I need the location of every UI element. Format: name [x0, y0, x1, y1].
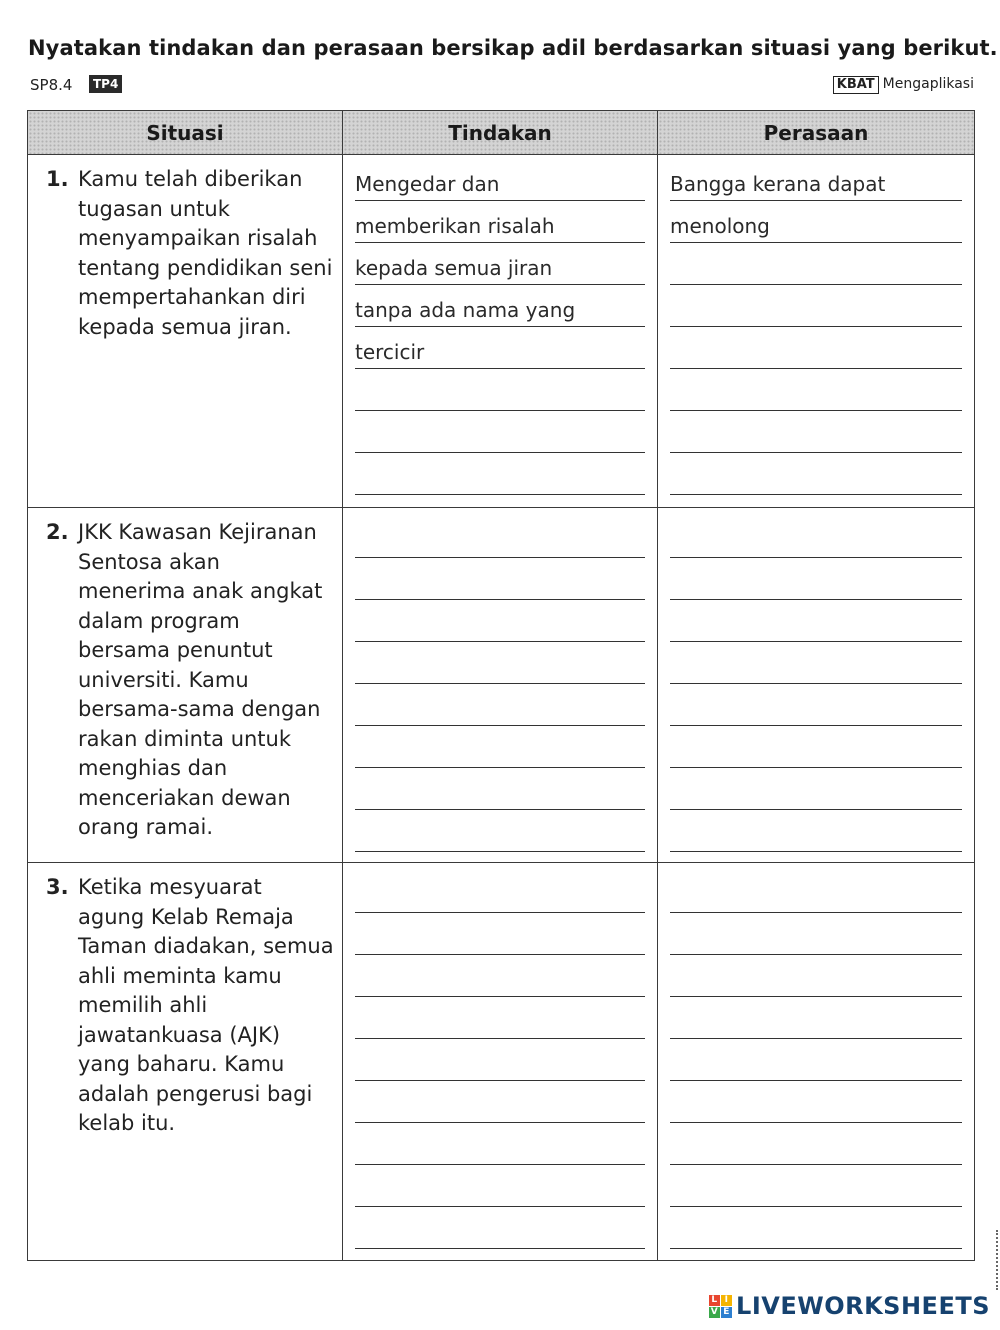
- tindakan-answer-lines: [343, 863, 657, 1249]
- perasaan-answer-line[interactable]: menolong: [670, 201, 962, 243]
- situation-number: 3.: [46, 875, 69, 899]
- header-perasaan: Perasaan: [658, 111, 975, 155]
- perasaan-answer-line[interactable]: [670, 955, 962, 997]
- tindakan-answer-line[interactable]: [355, 558, 645, 600]
- logo-square: L: [709, 1295, 720, 1306]
- tindakan-answer-line[interactable]: [355, 1207, 645, 1249]
- tindakan-answer-line[interactable]: [355, 871, 645, 913]
- perasaan-answer-line[interactable]: Bangga kerana dapat: [670, 159, 962, 201]
- tindakan-answer-line[interactable]: [355, 913, 645, 955]
- tindakan-answer-line[interactable]: [355, 600, 645, 642]
- perasaan-answer-line[interactable]: [670, 327, 962, 369]
- perasaan-answer-lines: [658, 155, 974, 495]
- perasaan-answer-lines: [658, 508, 974, 852]
- table-row: [28, 508, 975, 863]
- tindakan-answer-line[interactable]: [355, 1039, 645, 1081]
- situation-text: Kamu telah diberikan tugasan untuk menyampaikan risalah tentang pendidikan seni mempertahankan diri kepada semua jiran.: [78, 167, 333, 339]
- perasaan-answer-lines: [658, 863, 974, 1249]
- table-header-row: [28, 111, 975, 155]
- perasaan-answer-line[interactable]: [670, 600, 962, 642]
- tindakan-answer-line[interactable]: [355, 1081, 645, 1123]
- tindakan-answer-line[interactable]: [355, 726, 645, 768]
- tindakan-answer-line[interactable]: [355, 453, 645, 495]
- logo-text: LIVEWORKSHEETS: [736, 1292, 990, 1320]
- situation-cell: [28, 863, 343, 1261]
- tindakan-answer-line[interactable]: [355, 642, 645, 684]
- tindakan-answer-lines: [343, 508, 657, 852]
- perasaan-answer-line[interactable]: [670, 285, 962, 327]
- tindakan-answer-line[interactable]: [355, 768, 645, 810]
- tindakan-answer-line[interactable]: [355, 1123, 645, 1165]
- perasaan-answer-line[interactable]: [670, 369, 962, 411]
- perasaan-answer-line[interactable]: [670, 1039, 962, 1081]
- tindakan-answer-line[interactable]: [355, 1165, 645, 1207]
- tindakan-answer-line[interactable]: [355, 684, 645, 726]
- perasaan-answer-line[interactable]: [670, 558, 962, 600]
- header-situasi: Situasi: [28, 111, 343, 155]
- perasaan-answer-line[interactable]: [670, 913, 962, 955]
- tindakan-answer-line[interactable]: [355, 955, 645, 997]
- perasaan-cell: [658, 863, 975, 1261]
- situation-block: [28, 863, 342, 1139]
- tindakan-answer-line[interactable]: Mengedar dan: [355, 159, 645, 201]
- perasaan-answer-line[interactable]: [670, 453, 962, 495]
- perasaan-answer-line[interactable]: [670, 411, 962, 453]
- perasaan-answer-line[interactable]: [670, 871, 962, 913]
- perasaan-answer-line[interactable]: [670, 768, 962, 810]
- tindakan-answer-line[interactable]: tercicir: [355, 327, 645, 369]
- perasaan-answer-line[interactable]: [670, 997, 962, 1039]
- perasaan-answer-line[interactable]: [670, 1081, 962, 1123]
- perasaan-answer-line[interactable]: [670, 684, 962, 726]
- perasaan-cell: [658, 508, 975, 863]
- tindakan-answer-line[interactable]: [355, 810, 645, 852]
- worksheet-table: [27, 110, 975, 1261]
- situation-cell: [28, 508, 343, 863]
- table-row: [28, 155, 975, 508]
- perasaan-answer-line[interactable]: [670, 1207, 962, 1249]
- page-edge-marks: [996, 1230, 998, 1290]
- situation-block: [28, 155, 342, 342]
- perasaan-answer-line[interactable]: [670, 726, 962, 768]
- kbat-badge: KBAT: [833, 76, 879, 94]
- situation-number: 1.: [46, 167, 69, 191]
- liveworksheets-logo: [709, 1292, 990, 1320]
- perasaan-answer-line[interactable]: [670, 642, 962, 684]
- situation-cell: [28, 155, 343, 508]
- logo-square: E: [721, 1307, 732, 1318]
- situation-block: [28, 508, 342, 843]
- tindakan-answer-line[interactable]: memberikan risalah: [355, 201, 645, 243]
- situation-number: 2.: [46, 520, 69, 544]
- tindakan-cell: [343, 863, 658, 1261]
- header-tindakan: Tindakan: [343, 111, 658, 155]
- perasaan-answer-line[interactable]: [670, 810, 962, 852]
- tindakan-answer-line[interactable]: [355, 516, 645, 558]
- tindakan-cell: [343, 155, 658, 508]
- tindakan-cell: [343, 508, 658, 863]
- standard-code: SP8.4: [30, 76, 73, 94]
- tindakan-answer-line[interactable]: [355, 369, 645, 411]
- situation-text: JKK Kawasan Kejiranan Sentosa akan menerima anak angkat dalam program bersama penuntut universiti. Kamu bersama-sama dengan rakan diminta untuk menghias dan menceriakan dewan orang ramai.: [78, 520, 323, 839]
- tp-badge: TP4: [89, 75, 122, 93]
- tindakan-answer-lines: [343, 155, 657, 495]
- logo-square: I: [721, 1295, 732, 1306]
- perasaan-answer-line[interactable]: [670, 1123, 962, 1165]
- tindakan-answer-line[interactable]: tanpa ada nama yang: [355, 285, 645, 327]
- table-row: [28, 863, 975, 1261]
- tindakan-answer-line[interactable]: [355, 411, 645, 453]
- perasaan-answer-line[interactable]: [670, 243, 962, 285]
- logo-square: V: [710, 1306, 719, 1317]
- perasaan-cell: [658, 155, 975, 508]
- situation-text: Ketika mesyuarat agung Kelab Remaja Taman diadakan, semua ahli meminta kamu memilih ahli jawatankuasa (AJK) yang baharu. Kamu adalah pengerusi bagi kelab itu.: [78, 875, 334, 1135]
- tindakan-answer-line[interactable]: [355, 997, 645, 1039]
- kbat-tag: [833, 76, 974, 94]
- perasaan-answer-line[interactable]: [670, 516, 962, 558]
- logo-mark-icon: [709, 1295, 732, 1318]
- instruction-title: Nyatakan tindakan dan perasaan bersikap adil berdasarkan situasi yang berikut.: [28, 36, 998, 60]
- kbat-text: Mengaplikasi: [882, 76, 974, 92]
- perasaan-answer-line[interactable]: [670, 1165, 962, 1207]
- tindakan-answer-line[interactable]: kepada semua jiran: [355, 243, 645, 285]
